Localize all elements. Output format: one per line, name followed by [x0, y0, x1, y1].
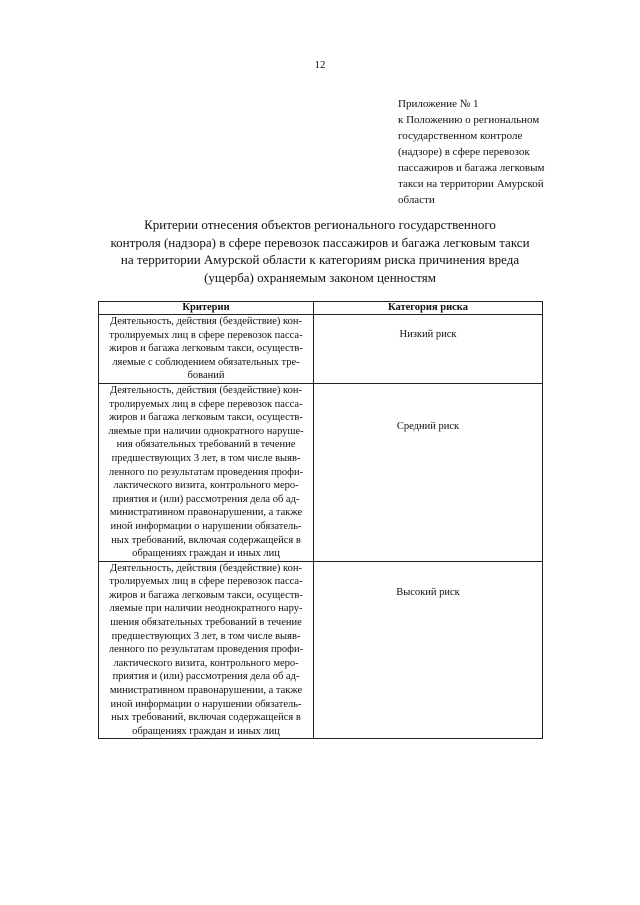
criteria-line: ных требований, включая содержащейся в: [111, 534, 301, 546]
risk-label: Низкий риск: [399, 329, 457, 340]
criteria-line: жиров и багажа легковым такси, осуществ-: [109, 589, 303, 601]
title-line: контроля (надзора) в сфере перевозок пассажиров и багажа легковым такси: [110, 234, 530, 250]
criteria-line: Деятельность, действия (бездействие) кон-: [110, 316, 302, 327]
criteria-line: ния обязательных требований в течение: [116, 439, 296, 451]
header-criteria: Критерии: [99, 302, 314, 315]
criteria-cell: [99, 383, 314, 561]
table-row: [99, 315, 543, 384]
risk-cell: [314, 315, 543, 384]
criteria-line: лактического визита, контрольного меро-: [113, 657, 299, 669]
appendix-line: пассажиров и багажа легковым: [398, 162, 545, 174]
criteria-line: иной информации о нарушении обязатель-: [110, 520, 302, 532]
risk-criteria-table: [98, 301, 543, 739]
appendix-line: к Положению о региональном: [398, 114, 540, 126]
appendix-line: Приложение № 1: [398, 98, 479, 110]
criteria-line: тролируемых лиц в сфере перевозок пасса-: [109, 576, 303, 588]
page-number: 12: [314, 59, 326, 71]
criteria-line: ленного по результатам проведения профи-: [108, 644, 304, 656]
criteria-line: шения обязательных требований в течение: [110, 617, 302, 629]
table-row: [99, 561, 543, 739]
criteria-line: бований: [187, 370, 225, 382]
appendix-line: (надзоре) в сфере перевозок: [398, 146, 530, 158]
title-line: (ущерба) охраняемым законом ценностям: [204, 269, 436, 285]
criteria-line: приятия и (или) рассмотрения дела об ад-: [112, 671, 300, 683]
risk-cell: [314, 383, 543, 561]
title-line: Критерии отнесения объектов регионального государственного: [144, 217, 496, 232]
criteria-line: ляемые при наличии однократного наруше-: [108, 425, 304, 437]
criteria-cell: [99, 561, 314, 739]
appendix-line: области: [398, 194, 435, 206]
table-header-row: [99, 302, 543, 315]
criteria-line: жиров и багажа легковым такси, осуществ-: [109, 412, 303, 424]
criteria-line: лактического визита, контрольного меро-: [113, 480, 299, 492]
risk-label: Высокий риск: [396, 586, 460, 598]
header-risk-category: Категория риска: [314, 302, 543, 315]
criteria-line: тролируемых лиц в сфере перевозок пасса-: [109, 329, 303, 341]
criteria-line: иной информации о нарушении обязатель-: [110, 698, 302, 710]
appendix-line: такси на территории Амурской: [398, 178, 544, 190]
criteria-line: жиров и багажа легковым такси, осуществ-: [109, 343, 303, 355]
criteria-line: тролируемых лиц в сфере перевозок пасса-: [109, 398, 303, 410]
risk-label: Средний риск: [396, 420, 460, 432]
criteria-line: ленного по результатам проведения профи-: [108, 466, 304, 478]
table-row: [99, 383, 543, 561]
criteria-line: Деятельность, действия (бездействие) кон-: [110, 384, 302, 396]
risk-cell: [314, 561, 543, 739]
appendix-note: [398, 96, 598, 208]
criteria-line: предшествующих 3 лет, в том числе выяв-: [111, 452, 301, 464]
appendix-line: государственном контроле: [398, 130, 523, 142]
criteria-line: обращениях граждан и иных лиц: [132, 725, 280, 737]
criteria-line: министративном правонарушении, а также: [109, 685, 303, 697]
criteria-line: ляемые с соблюдением обязательных тре-: [112, 356, 300, 368]
criteria-cell: [99, 315, 314, 384]
criteria-line: Деятельность, действия (бездействие) кон-: [110, 562, 302, 574]
title-line: на территории Амурской области к категориям риска причинения вреда: [120, 252, 520, 267]
document-title: [98, 216, 542, 286]
criteria-line: обращениях граждан и иных лиц: [132, 548, 280, 560]
criteria-line: ных требований, включая содержащейся в: [111, 712, 301, 724]
criteria-line: приятия и (или) рассмотрения дела об ад-: [112, 493, 300, 505]
criteria-line: министративном правонарушении, а также: [109, 507, 303, 519]
criteria-line: предшествующих 3 лет, в том числе выяв-: [111, 630, 301, 642]
criteria-line: ляемые при наличии неоднократного нару-: [109, 603, 303, 615]
